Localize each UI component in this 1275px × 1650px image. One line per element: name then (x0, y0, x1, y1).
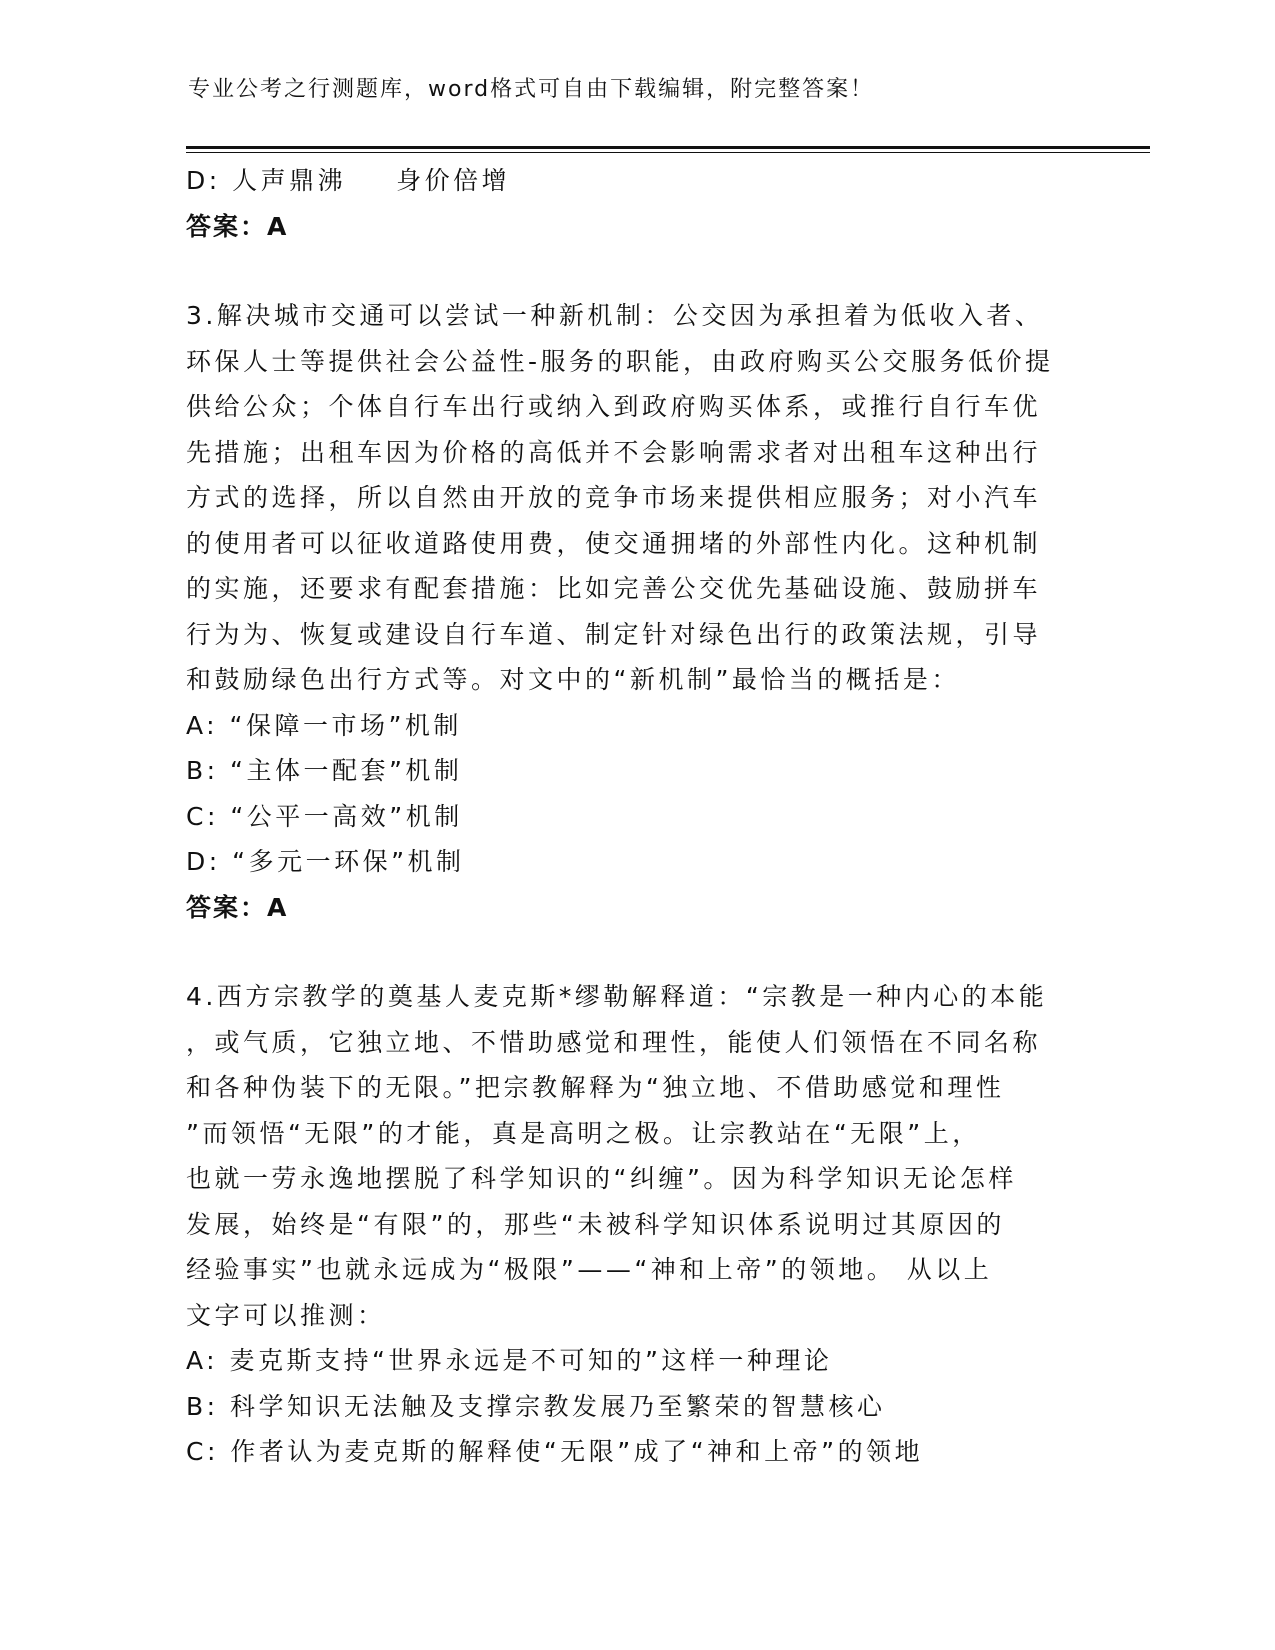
q3-option-a: A: “保障一市场”机制 (186, 710, 462, 740)
q3-stem-line: 和鼓励绿色出行方式等。对文中的“新机制”最恰当的概括是： (186, 665, 960, 694)
q3-stem-line: 先措施；出租车因为价格的高低并不会影响需求者对出租车这种出行 (186, 437, 1042, 467)
question-gap (186, 930, 1086, 974)
q3-stem-line: 环保人士等提供社会公益性-服务的职能，由政府购买公交服务低价提 (186, 346, 1054, 376)
header-rule-thick (186, 146, 1150, 149)
q2-answer: 答案：A (186, 211, 289, 241)
q4-option-a: A: 麦克斯支持“世界永远是不可知的”这样一种理论 (186, 1346, 833, 1375)
document-body (186, 158, 1086, 1475)
q4-stem-line: ”而领悟“无限”的才能，真是高明之极。让宗教站在“无限”上， (186, 1118, 981, 1148)
q3-answer: 答案：A (186, 892, 289, 922)
q2-option-d (186, 158, 1086, 204)
q3-stem-line: 供给公众；个体自行车出行或纳入到政府购买体系，或推行自行车优 (186, 392, 1042, 421)
q4-option-c: C: 作者认为麦克斯的解释使“无限”成了“神和上帝”的领地 (186, 1437, 924, 1466)
q4-stem-line: 和各种伪装下的无限。”把宗教解释为“独立地、不借助感觉和理性 (186, 1073, 1005, 1102)
q4-stem-line: 4.西方宗教学的奠基人麦克斯*缪勒解释道：“宗教是一种内心的本能 (186, 982, 1048, 1011)
q4-stem-line: 发展，始终是“有限”的，那些“未被科学知识体系说明过其原因的 (186, 1209, 1005, 1239)
q3-option-b: B: “主体一配套”机制 (186, 756, 463, 785)
option-text-part1: 人声鼎沸 (232, 166, 347, 195)
q3-stem-line: 方式的选择，所以自然由开放的竞争市场来提供相应服务；对小汽车 (186, 483, 1042, 512)
page-header: 专业公考之行测题库，word格式可自由下载编辑，附完整答案！ (188, 77, 875, 102)
option-text-part2: 身价倍增 (396, 166, 511, 195)
q3-stem-line: 3.解决城市交通可以尝试一种新机制：公交因为承担着为低收入者、 (186, 301, 1044, 330)
q3-stem-line: 行为为、恢复或建设自行车道、制定针对绿色出行的政策法规，引导 (186, 619, 1042, 649)
q3-stem-line: 的使用者可以征收道路使用费，使交通拥堵的外部性内化。这种机制 (186, 528, 1042, 558)
q3-stem-line: 的实施，还要求有配套措施：比如完善公交优先基础设施、鼓励拼车 (186, 574, 1042, 603)
q3-option-d: D: “多元一环保”机制 (186, 847, 465, 876)
question-4 (186, 974, 1086, 1475)
q4-stem-line: ，或气质，它独立地、不惜助感觉和理性，能使人们领悟在不同名称 (186, 1027, 1042, 1057)
q4-stem-line: 也就一劳永逸地摆脱了科学知识的“纠缠”。因为科学知识无论怎样 (186, 1164, 1017, 1193)
option-label: D: (186, 166, 221, 195)
q3-option-c: C: “公平一高效”机制 (186, 801, 463, 831)
q4-option-b: B: 科学知识无法触及支撑宗教发展乃至繁荣的智慧核心 (186, 1391, 886, 1421)
q4-stem-line: 文字可以推测： (186, 1300, 386, 1330)
question-3 (186, 293, 1086, 930)
question-gap (186, 249, 1086, 293)
header-rule-thin (186, 152, 1150, 153)
q4-stem-line: 经验事实”也就永远成为“极限”——“神和上帝”的领地。 从以上 (186, 1255, 993, 1284)
